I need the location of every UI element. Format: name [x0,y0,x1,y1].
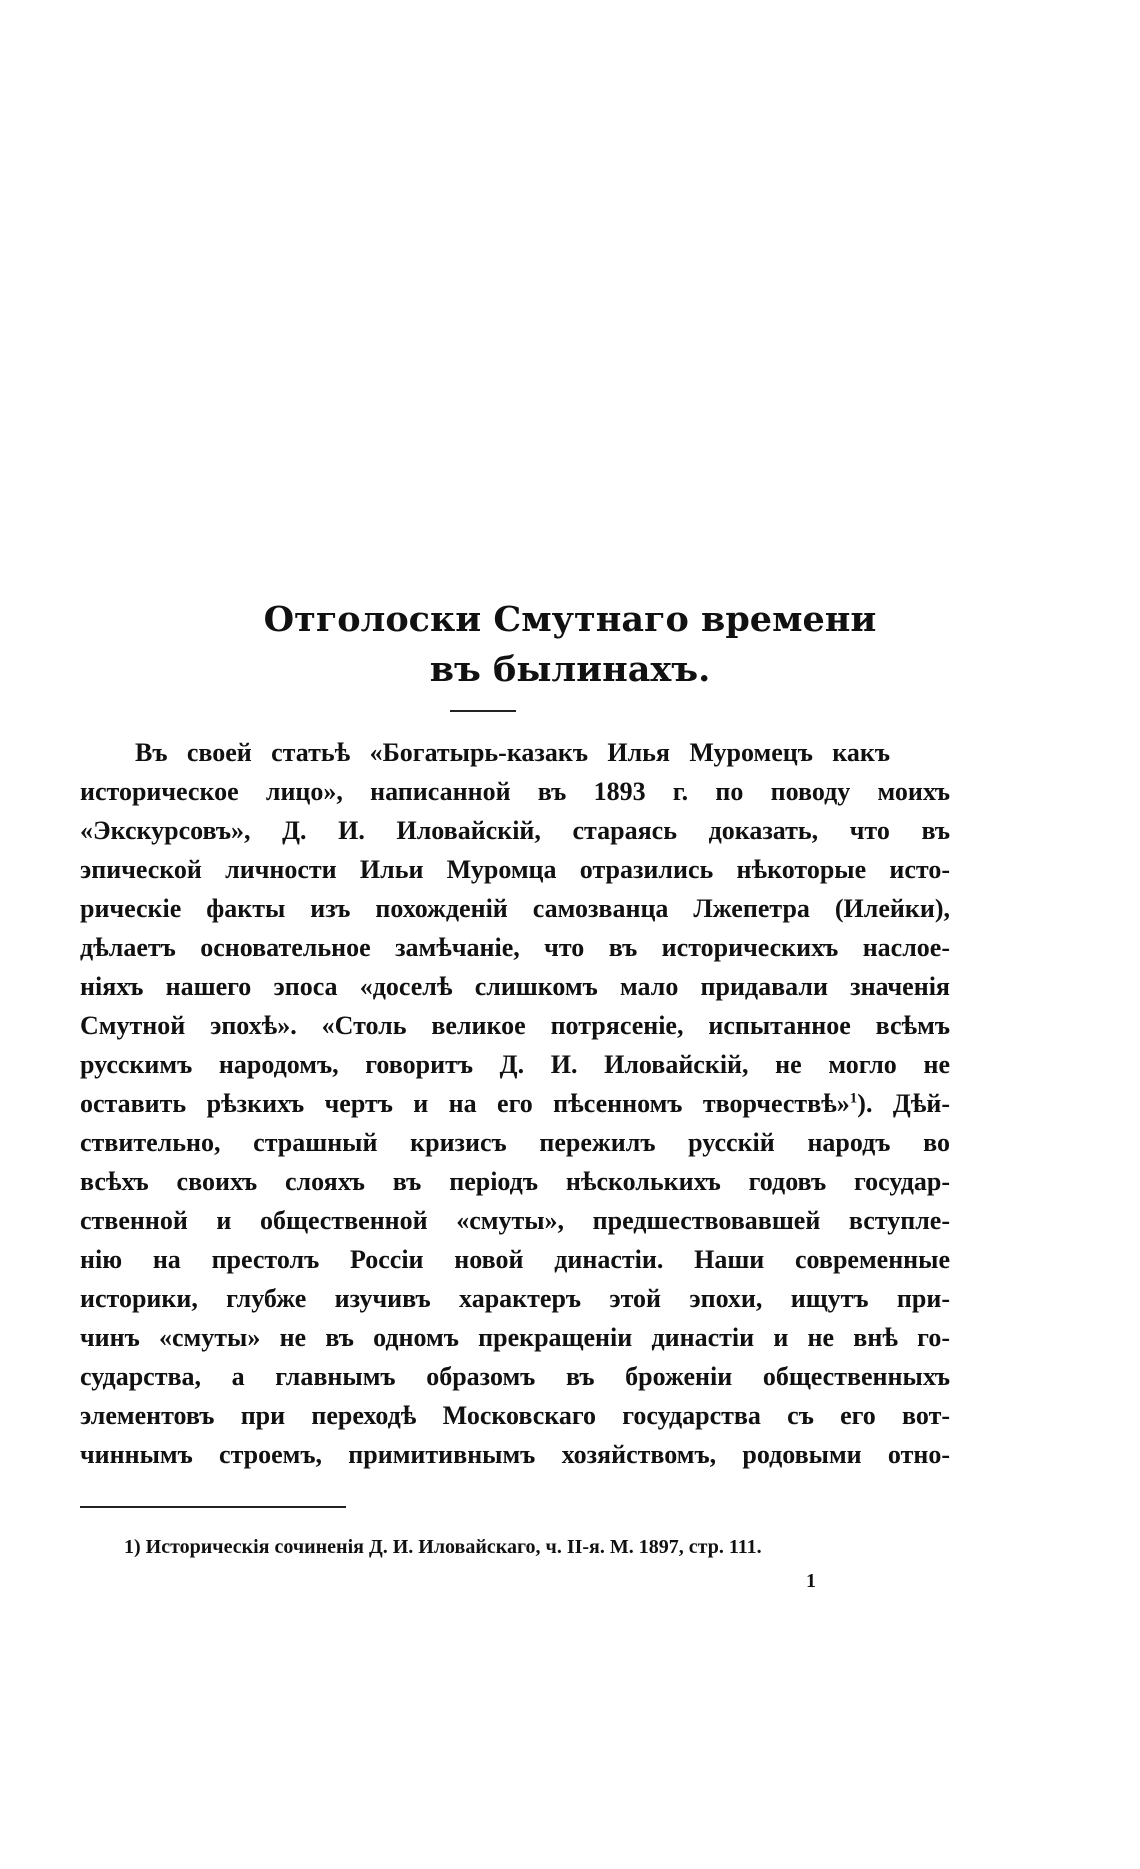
body-line: эпической личности Ильи Муромца отразились нѣкоторые исто- [80,855,950,884]
body-line-tail: ). Дѣй- [857,1089,950,1118]
body-line: ственной и общественной «смуты», предшествовавшей вступле- [80,1206,950,1235]
body-line: Въ своей статьѣ «Богатырь-казакъ Илья Муромецъ какъ [135,738,890,767]
body-line-with-footnote-ref [80,1085,950,1123]
footnote: 1) Историческія сочиненія Д. И. Иловайскаго, ч. II-я. М. 1897, стр. 111. [124,1536,762,1558]
body-line: сударства, а главнымъ образомъ въ броженіи общественныхъ [80,1362,950,1391]
footnote-reference: 1 [849,1090,858,1107]
body-line: дѣлаетъ основательное замѣчаніе, что въ историческихъ наслое- [80,933,950,962]
body-line: рическіе факты изъ похожденій самозванца Лжепетра (Илейки), [80,894,950,923]
body-line: чиннымъ строемъ, примитивнымъ хозяйствомъ, родовыми отно- [80,1440,950,1469]
body-line: нію на престолъ Россіи новой династіи. Наши современные [80,1245,950,1274]
page-number: 1 [806,1570,816,1592]
body-line: всѣхъ своихъ слояхъ въ періодъ нѣсколькихъ годовъ государ- [80,1167,950,1196]
body-line: историческое лицо», написанной въ 1893 г. по поводу моихъ [80,777,950,806]
body-line-text: оставить рѣзкихъ чертъ и на его пѣсенномъ творчествѣ» [80,1089,850,1118]
body-line: чинъ «смуты» не въ одномъ прекращеніи династіи и не внѣ го- [80,1323,950,1352]
body-line: историки, глубже изучивъ характеръ этой эпохи, ищутъ при- [80,1284,950,1313]
page-title-line-1: Отголоски Смутнаго времени [263,599,877,640]
page-title-line-2: въ былинахъ. [429,649,711,690]
body-line: русскимъ народомъ, говоритъ Д. И. Иловайскій, не могло не [80,1050,950,1079]
body-line: ніяхъ нашего эпоса «доселѣ слишкомъ мало придавали значенія [80,972,950,1001]
body-line: Смутной эпохѣ». «Столь великое потрясеніе, испытанное всѣмъ [80,1011,950,1040]
body-line: ствительно, страшный кризисъ пережилъ русскій народъ во [80,1128,950,1157]
body-line: элементовъ при переходѣ Московскаго государства съ его вот- [80,1401,950,1430]
title-divider [450,710,516,712]
footnote-divider [80,1506,346,1508]
body-line: «Экскурсовъ», Д. И. Иловайскій, стараясь доказать, что въ [80,816,950,845]
